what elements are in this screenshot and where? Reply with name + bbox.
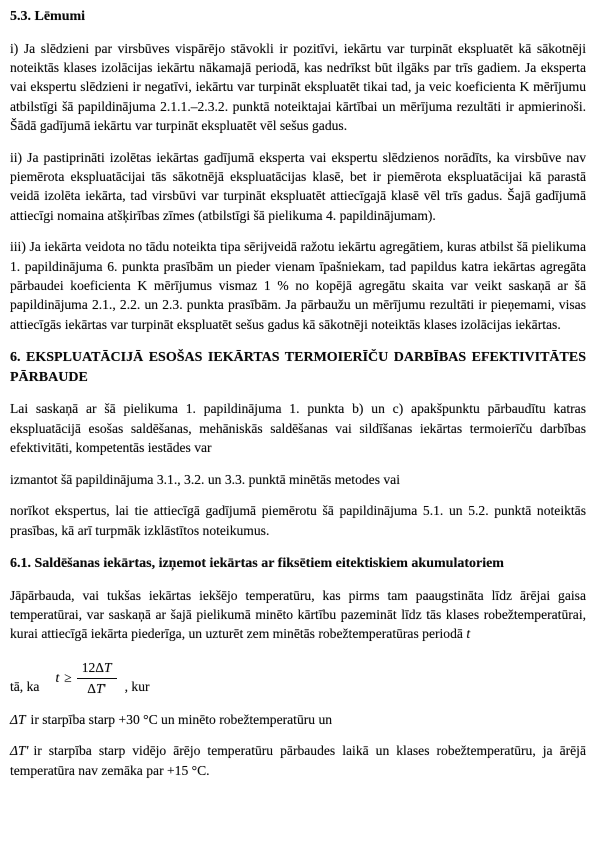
paragraph-delta-t xyxy=(10,710,586,729)
numerator-delta: Δ xyxy=(95,659,105,675)
denominator-variable-T: T xyxy=(96,680,104,696)
numerator-variable-T: T xyxy=(104,659,112,675)
paragraph-delta-t-prime xyxy=(10,741,586,780)
paragraph-izmantot: izmantot šā papildinājuma 3.1., 3.2. un 3.3. punktā minētās metodes vai xyxy=(10,471,400,487)
paragraph-i: i) Ja slēdzieni par virsbūves vispārējo stāvokli ir pozitīvi, iekārtu var turpināt ekspluatēt kā sākotnēji noteiktās klases izolācijas iekārtu nākamajā periodā, kas nedrīkst būt ilgāks par trīs gadiem. Ja eksperta vai ekspertu slēdzieni ir negatīvi, iekārtu var turpināt ekspluatēt tikai tad, ja veic koeficienta K mērījumu atbilstīgi šā papildinājuma 2.1.1.–2.3.2. punktā noteiktajai kārtībai un mērījuma rezultāti ir apmierinoši. Šādā gadījumā iekārtu var turpināt ekspluatēt vēl sešus gadus. xyxy=(10,40,586,134)
denominator-prime: ' xyxy=(103,680,107,696)
formula-prefix: tā, ka xyxy=(10,678,40,694)
paragraph-ii: ii) Ja pastiprināti izolētas iekārtas gadījumā eksperta vai ekspertu slēdzienos norādīts, ka virsbūve nav piemērota ekspluatācijai tās sākotnējā ekspluatācijas klasē, bet ir piemērota ekspluatācijai kā parastā veidā izolēta iekārta, tad virsbūvi var turpināt ekspluatēt attiecīgajā klasē vēl trīs gadus. Šajā gadījumā attiecīgi nomaina atšķirības zīmes (atbilstīgi šā pielikuma 4. papildinājumam). xyxy=(10,149,586,223)
equation xyxy=(55,659,116,698)
paragraph-lai: Lai saskaņā ar šā pielikuma 1. papildinājuma 1. punkta b) un c) apakšpunktu pārbaudītu katras ekspluatācijā esošas saldēšanas, mehāniskās saldēšanas vai sildīšanas iekārtas termoierīču darbības efektivitāti, kompetentās iestādes var xyxy=(10,401,586,456)
paragraph-japarbauda-text: Jāpārbauda, vai tukšas iekārtas iekšējo temperatūru, kas pirms tam paaugstināta līdz ārējai gaisa temperatūrai, var saskaņā ar šajā pielikumā minēto kārtību pazemināt līdz tās klases robežtemperatūrai, kurai attiecīgā iekārta piederīga, un uzturēt zem minētās robežtemperatūras periodā xyxy=(10,587,586,642)
section-heading-6-1: 6.1. Saldēšanas iekārtas, izņemot iekārtas ar fiksētiem eitektiskiem akumulatoriem xyxy=(10,555,504,571)
delta-t-prime-text: ir starpība starp vidējo ārējo temperatūru pārbaudes laikā un klases robežtemperatūru, ja ārējā temperatūra nav zemāka par +15 °C. xyxy=(10,743,586,778)
paragraph-norikot: norīkot ekspertus, lai tie attiecīgā gadījumā piemērotu šā papildinājuma 5.1. un 5.2. punktā noteiktās prasības, kā arī turpmāk izklāstītos noteikumus. xyxy=(10,503,586,538)
section-heading-5-3: 5.3. Lēmumi xyxy=(10,9,86,24)
equation-variable-t: t xyxy=(55,670,60,686)
paragraph-iii: iii) Ja iekārta veidota no tādu noteikta tipa sērijveidā ražotu iekārtu agregātiem, kuras atbilst šā pielikuma 1. papildinājuma 6. punkta prasībām un pieder vienam īpašniekam, tad papildus katra iekārtas agregāta pārbaudei koeficienta K mērījumus vismaz 1 % no kopējā agregātu skaita var veikt saskaņā ar šā papildinājuma 2.1., 2.2. un 2.3. punkta prasībām. Ja pārbaužu un mērījumu rezultāti ir pieņemami, visas attiecīgās iekārtas var turpināt ekspluatēt sešus gadus kā sākotnēji noteiktās klases izolācijas iekārtas. xyxy=(10,239,586,332)
greater-equal-sign: ≥ xyxy=(64,670,72,686)
delta-t-symbol: ΔT xyxy=(10,711,26,727)
formula-block xyxy=(10,659,586,698)
fraction-denominator xyxy=(87,679,106,698)
denominator-delta: Δ xyxy=(87,680,97,696)
fraction xyxy=(77,659,117,698)
variable-t: t xyxy=(466,626,471,642)
section-heading-6: 6. EKSPLUATĀCIJĀ ESOŠAS IEKĀRTAS TERMOIERĪČU DARBĪBAS EFEKTIVITĀTES PĀRBAUDE xyxy=(10,350,586,385)
delta-t-prime-symbol: ΔT' xyxy=(10,743,29,759)
delta-t-text: ir starpība starp +30 °C un minēto robežtemperatūru un xyxy=(30,711,333,727)
numerator-coefficient: 12 xyxy=(81,659,96,675)
formula-suffix: , kur xyxy=(124,678,150,694)
paragraph-japarbauda xyxy=(10,586,586,644)
fraction-numerator xyxy=(77,659,117,679)
